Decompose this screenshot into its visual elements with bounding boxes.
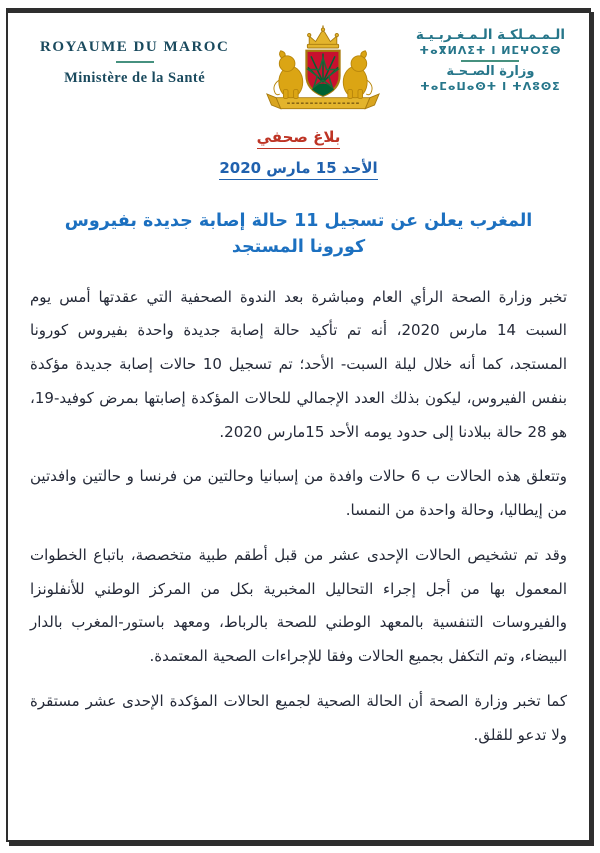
paragraph-4: كما تخبر وزارة الصحة أن الحالة الصحية لجميع الحالات المؤكدة الإحدى عشر مستقرة ولا تدعو للقلق. (30, 691, 567, 744)
press-release-date-row (28, 158, 569, 180)
letterhead (28, 23, 569, 117)
ministry-title-ar: وزارة الصـحـة (446, 64, 535, 79)
paragraph-3: وقد تم تشخيص الحالات الإحدى عشر من قبل أطقم طبية متخصصة، باتباع الخطوات المعمول بها من أجل إجراء التحاليل المخبرية بكل من المركز الوطني للأنفلونزا والفيروسات التنفسية بالمعهد الوطني للصحة بالرباط، ومعهد باستور-المغرب بالدار البيضاء، وتم التكفل بجميع الحالات وفقا للإجراءات الصحية المعتمدة. (30, 545, 567, 665)
page-border-frame (6, 8, 591, 842)
kingdom-title-tifinagh: ⵜⴰⴳⵍⴷⵉⵜ ⵏ ⵍⵎⵖⵔⵉⴱ (419, 44, 562, 57)
document-body (30, 281, 567, 753)
letterhead-arabic (416, 27, 565, 93)
document-title: المغرب يعلن عن تسجيل 11 حالة إصابة جديدة بفيروس كورونا المستجد (64, 211, 533, 258)
moroccan-coat-of-arms-icon (263, 25, 383, 117)
kingdom-title-ar: الـمـمـلكـة الـمـغـربـيـة (415, 27, 565, 43)
header-divider-right (461, 60, 519, 62)
paragraph-1: تخبر وزارة الصحة الرأي العام ومباشرة بعد الندوة الصحفية التي عقدتها أمس يوم السبت 14 مارس 2020، أنه تم تأكيد حالة إصابة جديدة واحدة بفيروس كورونا المستجد، كما أنه خلال ليلة السبت- الأحد؛ تم تسجيل 10 حالات إصابة جديدة مؤكدة بنفس الفيروس، ليكون بذلك العدد الإجمالي للحالات المؤكدة إصابتها بمرض كوفيد-19، هو 28 حالة ببلادنا إلى حدود يومه الأحد 15مارس 2020. (30, 287, 568, 441)
paragraph-2: وتتعلق هذه الحالات ب 6 حالات وافدة من إسبانيا وحالتين من فرنسا و حالتين وافدتين من إيطاليا، وحالة واحدة من النمسا. (30, 467, 567, 519)
press-release-date: الأحد 15 مارس 2020 (219, 159, 377, 180)
coat-of-arms (263, 25, 383, 117)
kingdom-title-fr: ROYAUME DU MAROC (40, 39, 230, 55)
header-divider-left (116, 61, 154, 63)
letterhead-french (40, 39, 229, 87)
ministry-title-tifinagh: ⵜⴰⵎⴰⵡⴰⵙⵜ ⵏ ⵜⴷⵓⵙⵉ (420, 80, 561, 93)
press-release-label-row (28, 127, 569, 149)
ministry-title-fr: Ministère de la Santé (64, 70, 206, 86)
press-release-label: بلاغ صحفي (257, 128, 341, 149)
